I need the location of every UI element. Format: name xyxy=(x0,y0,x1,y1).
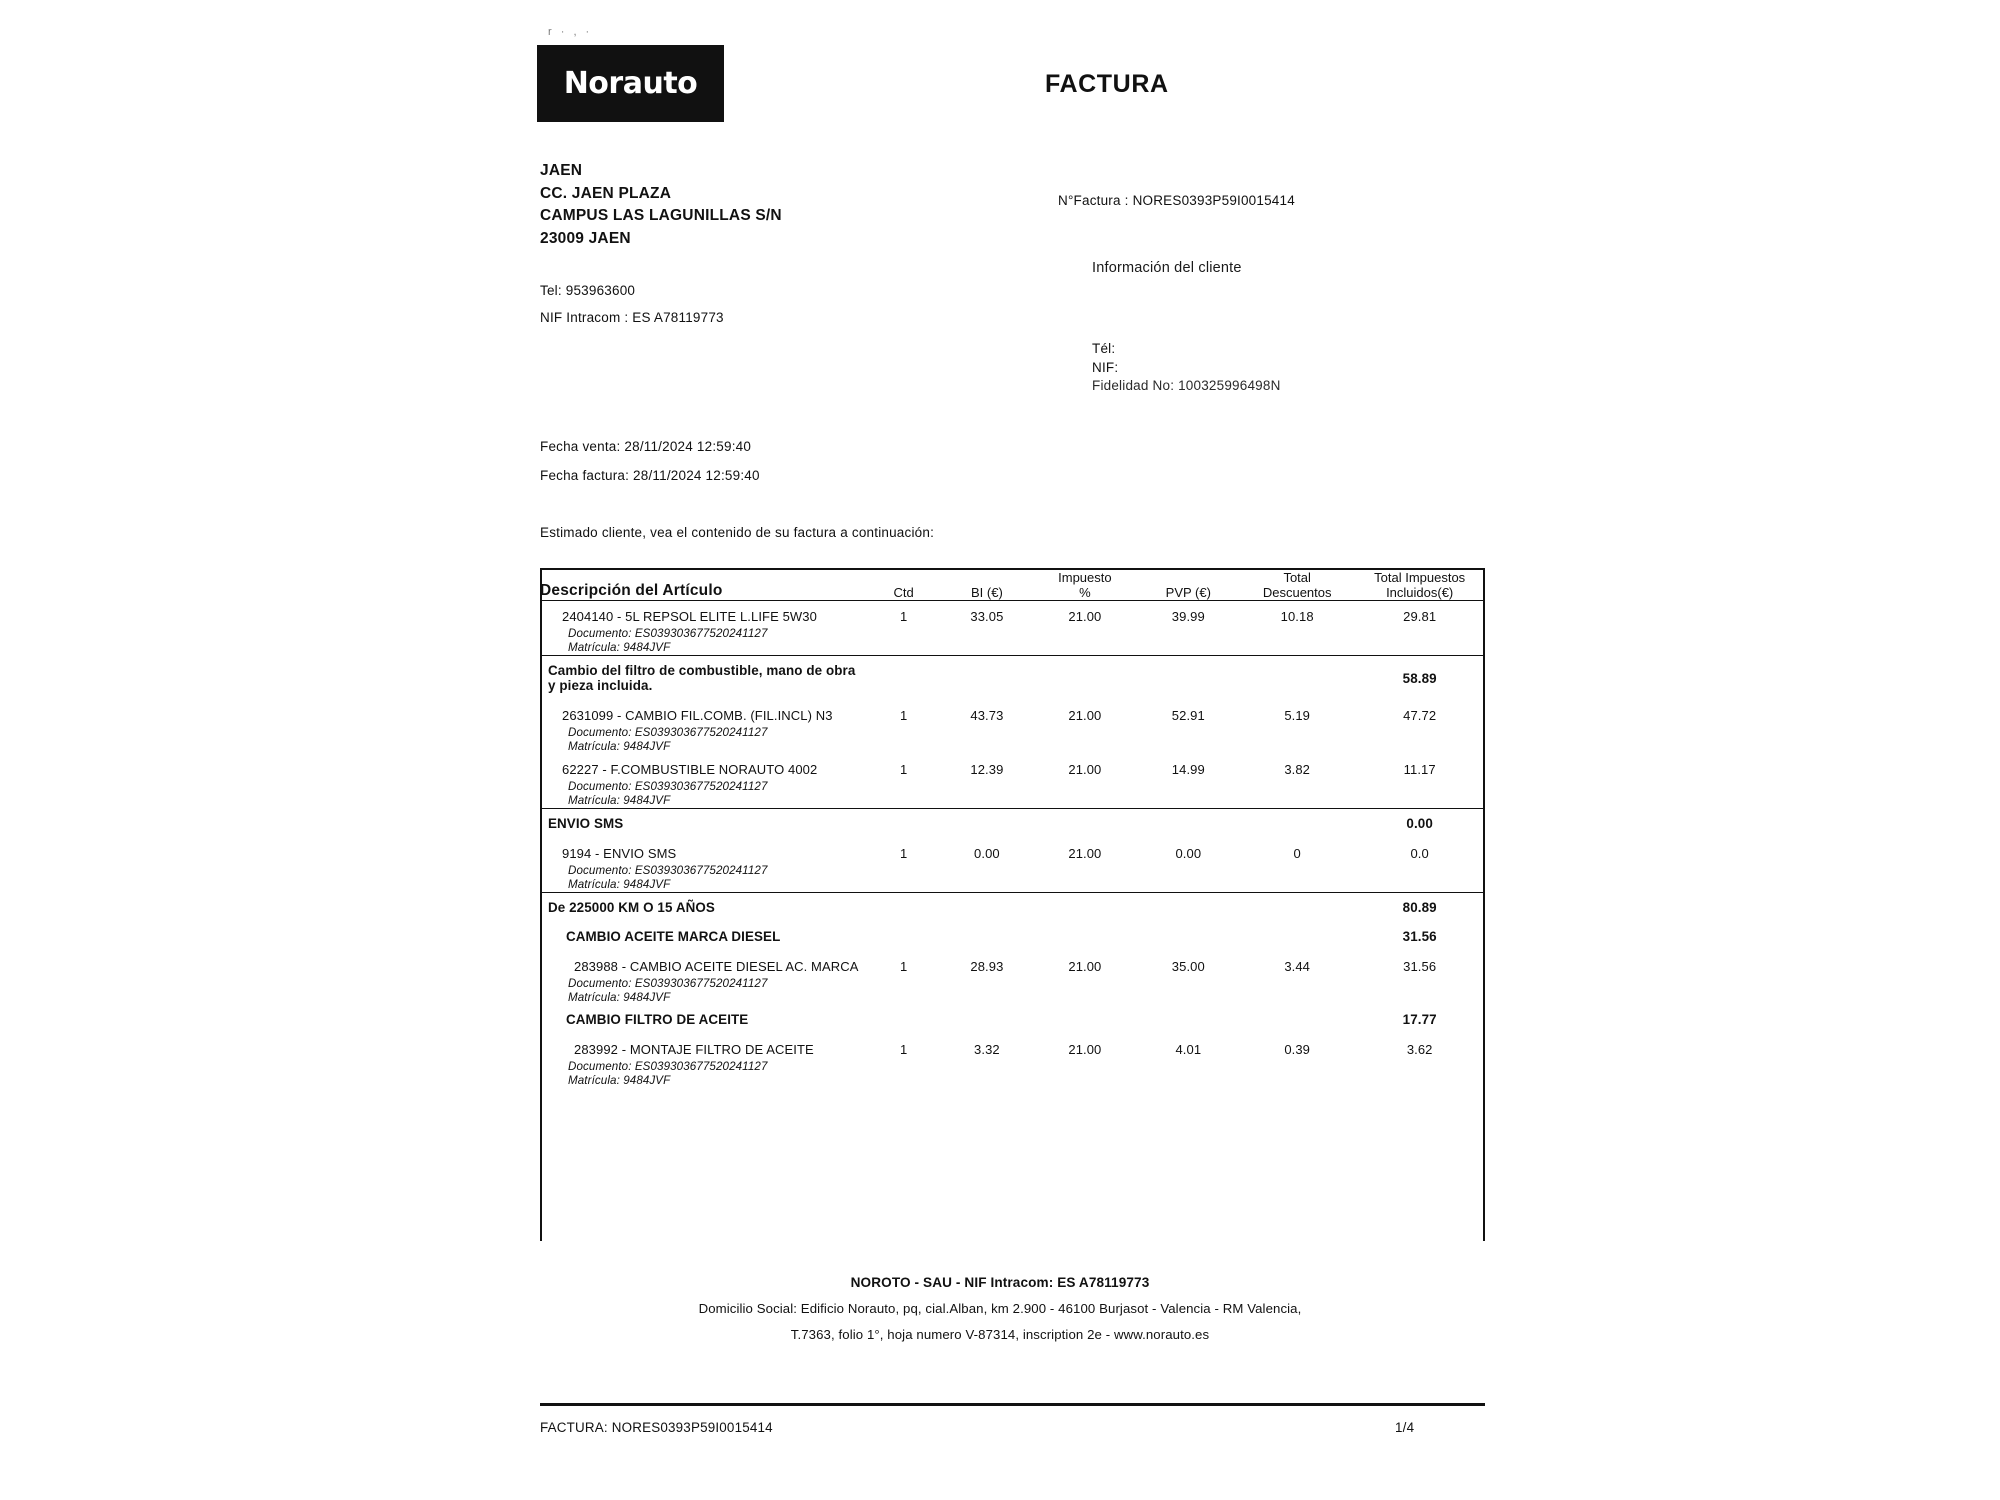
table-row xyxy=(540,951,1485,977)
column-header-tax: Impuesto % xyxy=(1033,569,1136,601)
group-empty-cell xyxy=(941,809,1034,839)
item-qty: 1 xyxy=(899,1042,908,1057)
item-tax: 21.00 xyxy=(1068,708,1102,723)
footer-page-number: 1/4 xyxy=(1395,1420,1415,1435)
subrow-empty-cell xyxy=(1240,977,1354,991)
subrow-empty-cell xyxy=(1137,740,1240,754)
subrow-empty-cell xyxy=(1240,641,1354,656)
table-subrow xyxy=(540,780,1485,794)
subrow-empty-cell xyxy=(1240,780,1354,794)
subrow-empty-cell xyxy=(1240,726,1354,740)
subrow-empty-cell xyxy=(941,780,1034,794)
table-subrow xyxy=(540,1074,1485,1088)
subrow-empty-cell xyxy=(1240,991,1354,1005)
column-header-description: Descripción del Artículo xyxy=(540,569,867,601)
table-group-row xyxy=(540,922,1485,951)
item-plate: Matrícula: 9484JVF xyxy=(568,740,671,753)
subrow-empty-cell xyxy=(1240,1074,1354,1088)
group-empty-cell xyxy=(1033,922,1136,951)
item-qty: 1 xyxy=(899,846,908,861)
subrow-empty-cell xyxy=(941,740,1034,754)
subrow-empty-cell xyxy=(867,977,941,991)
subrow-empty-cell xyxy=(867,740,941,754)
subrow-empty-cell xyxy=(1137,1074,1240,1088)
intro-text: Estimado cliente, vea el contenido de su factura a continuación: xyxy=(540,525,935,540)
item-qty: 1 xyxy=(867,601,941,628)
item-qty: 1 xyxy=(899,959,908,974)
legal-line-2: Domicilio Social: Edificio Norauto, pq, cial.Alban, km 2.900 - 46100 Burjasot - Valencia - RM Valencia, xyxy=(698,1301,1302,1316)
subrow-empty-cell xyxy=(1137,1060,1240,1074)
subrow-empty-cell xyxy=(867,780,941,794)
legal-line-3: T.7363, folio 1°, hoja numero V-87314, inscription 2e - www.norauto.es xyxy=(790,1327,1210,1342)
item-document: Documento: ES039303677520241127 xyxy=(568,627,768,640)
items-table-wrap xyxy=(540,568,1485,1088)
subrow-empty-cell xyxy=(867,1060,941,1074)
table-row xyxy=(540,601,1485,628)
subrow-empty-cell xyxy=(1033,780,1136,794)
group-empty-cell xyxy=(941,893,1034,923)
subrow-empty-cell xyxy=(867,641,941,656)
group-empty-cell xyxy=(867,1005,941,1034)
legal-line-1: NOROTO - SAU - NIF Intracom: ES A78119773 xyxy=(850,1275,1150,1290)
subrow-empty-cell xyxy=(1137,794,1240,809)
subrow-empty-cell xyxy=(1240,794,1354,809)
footer-divider xyxy=(540,1403,1485,1406)
item-pvp: 39.99 xyxy=(1137,601,1240,628)
item-description: 2404140 - 5L REPSOL ELITE L.LIFE 5W30 xyxy=(540,601,867,628)
subrow-empty-cell xyxy=(1354,864,1485,878)
invoice-number: N°Factura : NORES0393P59I0015414 xyxy=(1058,193,1295,208)
item-discount: 10.18 xyxy=(1240,601,1354,628)
subrow-empty-cell xyxy=(1240,1060,1354,1074)
item-pvp: 4.01 xyxy=(1175,1042,1202,1057)
subrow-empty-cell xyxy=(867,794,941,809)
subrow-empty-cell xyxy=(1354,991,1485,1005)
store-address-line3: 23009 JAEN xyxy=(540,229,631,247)
subrow-empty-cell xyxy=(867,878,941,893)
item-base: 0.00 xyxy=(974,846,1000,861)
subrow-empty-cell xyxy=(1137,991,1240,1005)
group-empty-cell xyxy=(1137,922,1240,951)
table-group-row xyxy=(540,1005,1485,1034)
item-total: 0.0 xyxy=(1410,846,1429,861)
item-total: 47.72 xyxy=(1403,708,1437,723)
store-phone: Tel: 953963600 xyxy=(540,283,636,298)
footer-invoice-ref: FACTURA: NORES0393P59I0015414 xyxy=(540,1420,773,1435)
item-total: 29.81 xyxy=(1354,601,1485,628)
subrow-empty-cell xyxy=(1354,641,1485,656)
subrow-empty-cell xyxy=(1354,627,1485,641)
store-address-line2: CAMPUS LAS LAGUNILLAS S/N xyxy=(540,207,782,224)
group-total: 0.00 xyxy=(1354,809,1485,839)
scan-artifact-marks: r · , · xyxy=(548,26,593,38)
column-header-qty: Ctd xyxy=(867,569,941,601)
item-qty: 1 xyxy=(899,762,908,777)
subrow-empty-cell xyxy=(1033,794,1136,809)
item-plate: Matrícula: 9484JVF xyxy=(568,794,671,807)
subrow-empty-cell xyxy=(941,1074,1034,1088)
store-address-block xyxy=(540,160,782,250)
subrow-empty-cell xyxy=(867,1074,941,1088)
item-discount: 0 xyxy=(1293,846,1301,861)
subrow-empty-cell xyxy=(1240,864,1354,878)
item-base: 43.73 xyxy=(970,708,1004,723)
column-header-base: BI (€) xyxy=(941,569,1034,601)
group-empty-cell xyxy=(1033,1005,1136,1034)
group-description: De 225000 KM O 15 AÑOS xyxy=(540,893,867,923)
subrow-empty-cell xyxy=(1033,726,1136,740)
group-empty-cell xyxy=(941,656,1034,701)
subrow-empty-cell xyxy=(941,641,1034,656)
table-subrow xyxy=(540,1060,1485,1074)
subrow-empty-cell xyxy=(941,726,1034,740)
table-header-row xyxy=(540,569,1485,601)
group-empty-cell xyxy=(1137,893,1240,923)
table-group-row xyxy=(540,656,1485,701)
item-discount: 5.19 xyxy=(1284,708,1311,723)
client-fidelity-number: Fidelidad No: 100325996498N xyxy=(1092,378,1281,393)
item-pvp: 35.00 xyxy=(1171,959,1205,974)
store-name: JAEN xyxy=(540,162,583,179)
subrow-empty-cell xyxy=(1033,641,1136,656)
subrow-empty-cell xyxy=(1354,794,1485,809)
item-pvp: 14.99 xyxy=(1171,762,1205,777)
group-description: CAMBIO ACEITE MARCA DIESEL xyxy=(566,929,781,944)
group-empty-cell xyxy=(941,1005,1034,1034)
group-empty-cell xyxy=(1137,656,1240,701)
subrow-empty-cell xyxy=(1033,740,1136,754)
item-description: 9194 - ENVIO SMS xyxy=(562,846,677,861)
group-description: Cambio del filtro de combustible, mano de obra y pieza incluida. xyxy=(540,656,867,701)
item-tax: 21.00 xyxy=(1033,601,1136,628)
subrow-empty-cell xyxy=(867,726,941,740)
item-tax: 21.00 xyxy=(1068,846,1102,861)
item-discount: 3.44 xyxy=(1284,959,1311,974)
item-description: 283992 - MONTAJE FILTRO DE ACEITE xyxy=(574,1042,814,1057)
sale-date: Fecha venta: 28/11/2024 12:59:40 xyxy=(540,439,752,454)
table-subrow xyxy=(540,794,1485,809)
item-document: Documento: ES039303677520241127 xyxy=(568,977,768,990)
subrow-empty-cell xyxy=(1033,627,1136,641)
invoice-date: Fecha factura: 28/11/2024 12:59:40 xyxy=(540,468,760,483)
group-empty-cell xyxy=(1240,809,1354,839)
item-total: 11.17 xyxy=(1403,762,1436,777)
item-plate: Matrícula: 9484JVF xyxy=(568,1074,671,1087)
group-description: ENVIO SMS xyxy=(540,809,867,839)
group-empty-cell xyxy=(1033,893,1136,923)
item-plate: Matrícula: 9484JVF xyxy=(568,878,671,891)
item-document: Documento: ES039303677520241127 xyxy=(568,726,768,739)
client-info-heading: Información del cliente xyxy=(1092,260,1242,276)
store-contact-block xyxy=(540,277,724,331)
client-info-block xyxy=(1092,340,1281,396)
subrow-empty-cell xyxy=(1354,726,1485,740)
item-tax: 21.00 xyxy=(1068,1042,1102,1057)
subrow-empty-cell xyxy=(1137,627,1240,641)
subrow-empty-cell xyxy=(1354,740,1485,754)
item-total: 3.62 xyxy=(1406,1042,1433,1057)
subrow-empty-cell xyxy=(1033,864,1136,878)
subrow-empty-cell xyxy=(1137,780,1240,794)
item-total: 31.56 xyxy=(1403,959,1437,974)
column-header-total: Total Impuestos Incluidos(€) xyxy=(1354,569,1485,601)
group-empty-cell xyxy=(1137,1005,1240,1034)
group-empty-cell xyxy=(867,893,941,923)
subrow-empty-cell xyxy=(941,991,1034,1005)
subrow-empty-cell xyxy=(1033,977,1136,991)
subrow-empty-cell xyxy=(941,794,1034,809)
subrow-empty-cell xyxy=(867,627,941,641)
group-empty-cell xyxy=(867,809,941,839)
subrow-empty-cell xyxy=(941,977,1034,991)
item-base: 33.05 xyxy=(941,601,1034,628)
item-base: 28.93 xyxy=(970,959,1004,974)
group-total: 58.89 xyxy=(1354,656,1485,701)
group-empty-cell xyxy=(1240,1005,1354,1034)
subrow-empty-cell xyxy=(941,627,1034,641)
subrow-empty-cell xyxy=(1240,627,1354,641)
group-total: 80.89 xyxy=(1354,893,1485,923)
store-address-line1: CC. JAEN PLAZA xyxy=(540,184,672,202)
item-qty: 1 xyxy=(899,708,908,723)
subrow-empty-cell xyxy=(1354,878,1485,893)
item-document: Documento: ES039303677520241127 xyxy=(568,864,768,877)
table-subrow xyxy=(540,740,1485,754)
group-description: CAMBIO FILTRO DE ACEITE xyxy=(566,1012,749,1027)
item-discount: 0.39 xyxy=(1284,1042,1311,1057)
group-empty-cell xyxy=(867,656,941,701)
table-row xyxy=(540,1034,1485,1060)
subrow-empty-cell xyxy=(867,991,941,1005)
subrow-empty-cell xyxy=(867,864,941,878)
item-pvp: 0.00 xyxy=(1175,846,1202,861)
table-row xyxy=(540,700,1485,726)
item-description: 2631099 - CAMBIO FIL.COMB. (FIL.INCL) N3 xyxy=(562,708,833,723)
group-empty-cell xyxy=(1240,656,1354,701)
table-subrow xyxy=(540,878,1485,893)
table-subrow xyxy=(540,977,1485,991)
subrow-empty-cell xyxy=(1137,641,1240,656)
group-total: 17.77 xyxy=(1402,1012,1437,1027)
subrow-empty-cell xyxy=(1033,1060,1136,1074)
subrow-empty-cell xyxy=(1033,991,1136,1005)
table-subrow xyxy=(540,726,1485,740)
table-subrow xyxy=(540,627,1485,641)
item-discount: 3.82 xyxy=(1284,762,1311,777)
group-total: 31.56 xyxy=(1402,929,1437,944)
page-title: FACTURA xyxy=(1045,70,1169,98)
item-base: 12.39 xyxy=(970,762,1004,777)
item-base: 3.32 xyxy=(974,1042,1000,1057)
legal-footer xyxy=(0,1270,2000,1348)
group-empty-cell xyxy=(1240,922,1354,951)
subrow-empty-cell xyxy=(1354,1060,1485,1074)
norauto-logo xyxy=(537,45,724,122)
subrow-empty-cell xyxy=(941,864,1034,878)
group-empty-cell xyxy=(1033,656,1136,701)
subrow-empty-cell xyxy=(1137,977,1240,991)
table-subrow xyxy=(540,991,1485,1005)
table-subrow xyxy=(540,641,1485,656)
group-empty-cell xyxy=(867,922,941,951)
subrow-empty-cell xyxy=(1033,1074,1136,1088)
table-row xyxy=(540,838,1485,864)
subrow-empty-cell xyxy=(1240,878,1354,893)
table-group-row xyxy=(540,809,1485,839)
subrow-empty-cell xyxy=(1137,878,1240,893)
item-document: Documento: ES039303677520241127 xyxy=(568,780,768,793)
group-empty-cell xyxy=(1240,893,1354,923)
items-table xyxy=(540,568,1485,1088)
table-row xyxy=(540,754,1485,780)
logo-text: Norauto xyxy=(563,66,698,101)
group-empty-cell xyxy=(941,922,1034,951)
store-nif: NIF Intracom : ES A78119773 xyxy=(540,310,724,325)
dates-block xyxy=(540,432,760,490)
subrow-empty-cell xyxy=(1354,977,1485,991)
item-tax: 21.00 xyxy=(1068,762,1102,777)
subrow-empty-cell xyxy=(1137,864,1240,878)
table-subrow xyxy=(540,864,1485,878)
item-description: 62227 - F.COMBUSTIBLE NORAUTO 4002 xyxy=(562,762,818,777)
subrow-empty-cell xyxy=(1354,780,1485,794)
subrow-empty-cell xyxy=(1137,726,1240,740)
item-pvp: 52.91 xyxy=(1171,708,1205,723)
column-header-pvp: PVP (€) xyxy=(1137,569,1240,601)
client-tel: Tél: xyxy=(1092,341,1116,356)
client-nif: NIF: xyxy=(1092,359,1119,375)
group-empty-cell xyxy=(1033,809,1136,839)
column-header-discount: Total Descuentos xyxy=(1240,569,1354,601)
item-document: Documento: ES039303677520241127 xyxy=(568,1060,768,1073)
table-group-row xyxy=(540,893,1485,923)
subrow-empty-cell xyxy=(1033,878,1136,893)
item-tax: 21.00 xyxy=(1068,959,1102,974)
subrow-empty-cell xyxy=(941,878,1034,893)
group-empty-cell xyxy=(1137,809,1240,839)
item-plate: Matrícula: 9484JVF xyxy=(568,991,671,1004)
item-description: 283988 - CAMBIO ACEITE DIESEL AC. MARCA xyxy=(574,959,859,974)
subrow-empty-cell xyxy=(1240,740,1354,754)
item-plate: Matrícula: 9484JVF xyxy=(568,641,671,654)
subrow-empty-cell xyxy=(941,1060,1034,1074)
subrow-empty-cell xyxy=(1354,1074,1485,1088)
